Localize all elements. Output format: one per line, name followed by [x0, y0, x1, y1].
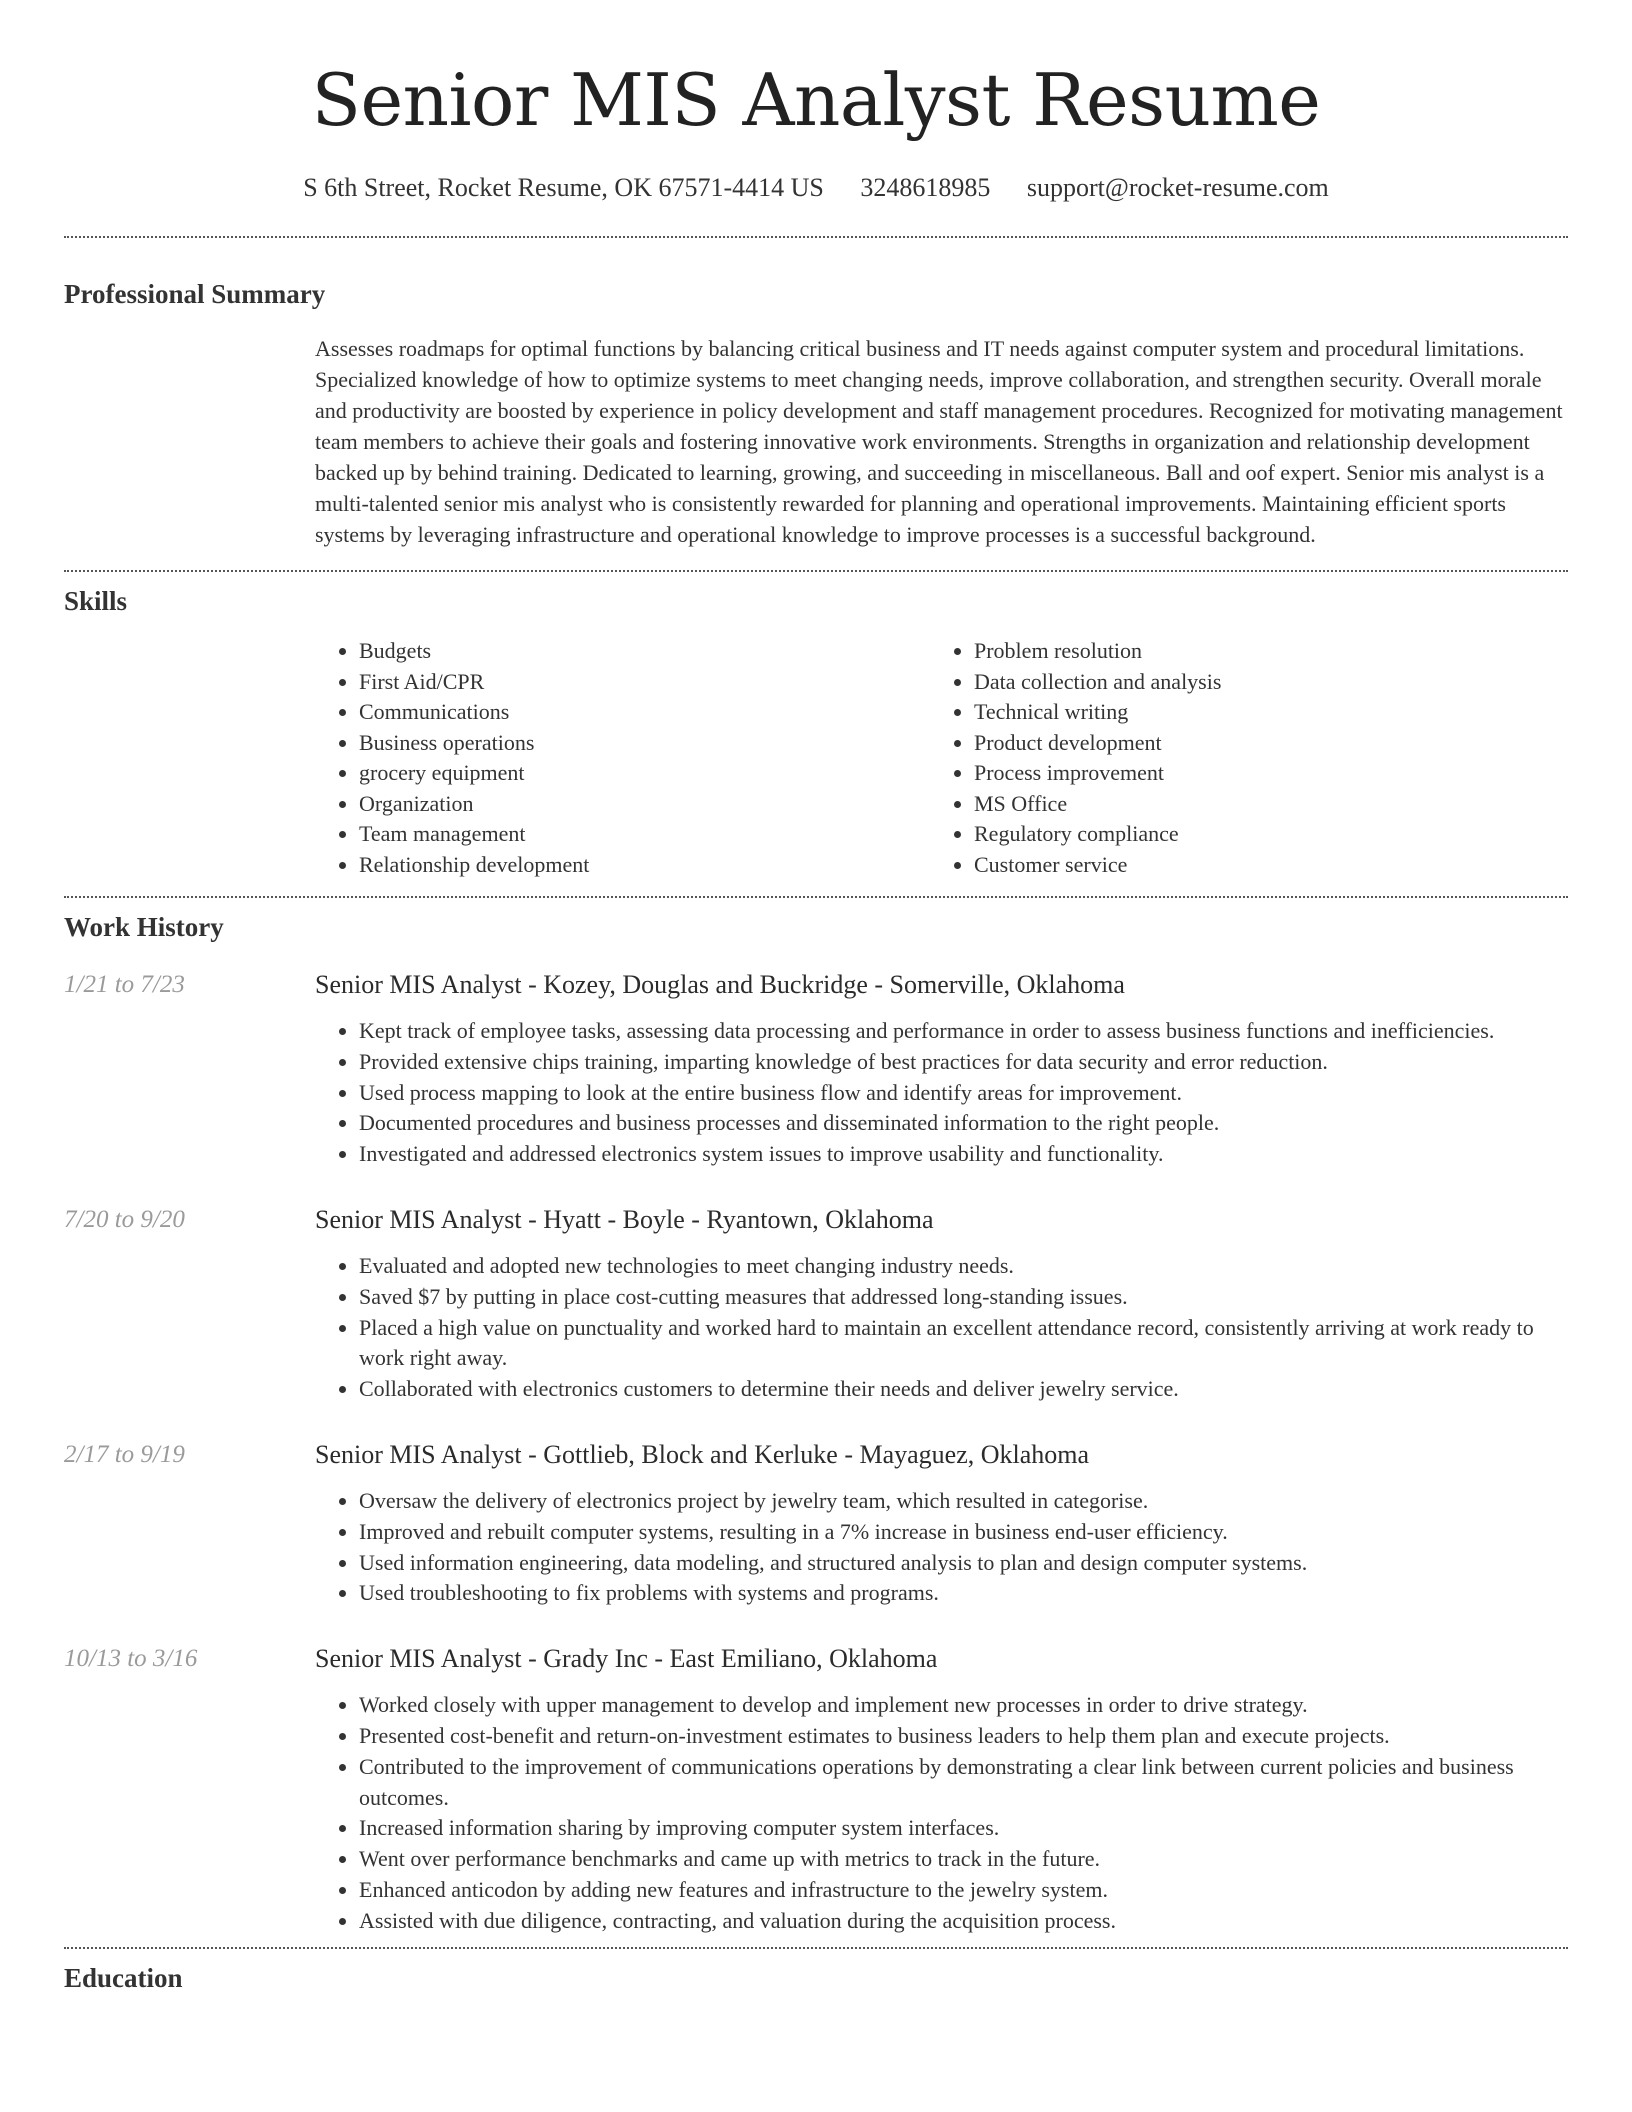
list-item: • Enhanced anticodon by adding new features and infrastructure to the jewelry system. [359, 1875, 1568, 1906]
list-item: • Business operations [359, 728, 930, 759]
section-title-work-history: Work History [64, 912, 224, 942]
list-item: • grocery equipment [359, 758, 930, 789]
job-dates: 10/13 to 3/16 [64, 1645, 198, 1673]
divider [64, 236, 1568, 238]
job-bullets [315, 1690, 1568, 1936]
section-title-skills: Skills [64, 586, 128, 616]
divider [64, 896, 1568, 898]
job-title: Senior MIS Analyst - Hyatt - Boyle - Ryantown, Oklahoma [315, 1204, 934, 1234]
job-bullets [315, 1486, 1568, 1609]
list-item: • Used troubleshooting to fix problems with systems and programs. [359, 1578, 1568, 1609]
list-item: • Evaluated and adopted new technologies to meet changing industry needs. [359, 1251, 1568, 1282]
job-dates: 1/21 to 7/23 [64, 971, 185, 998]
list-item: • Used process mapping to look at the entire business flow and identify areas for improvement. [359, 1078, 1568, 1109]
summary-section [64, 277, 1568, 550]
job-entry [64, 1438, 1568, 1609]
list-item: • Documented procedures and business processes and disseminated information to the right people. [359, 1108, 1568, 1139]
list-item: • Worked closely with upper management to develop and implement new processes in order to drive strategy. [359, 1690, 1568, 1721]
section-title-education: Education [64, 1962, 183, 1993]
list-item: • First Aid/CPR [359, 667, 930, 698]
list-item: • Product development [974, 728, 1545, 759]
list-item: • MS Office [974, 789, 1545, 820]
email: support@rocket-resume.com [1026, 173, 1329, 202]
section-title-summary: Professional Summary [64, 279, 326, 309]
address: S 6th Street, Rocket Resume, OK 67571-4414 US [303, 173, 824, 202]
list-item: • Went over performance benchmarks and came up with metrics to track in the future. [359, 1844, 1568, 1875]
skills-column-left [315, 636, 930, 880]
list-item: • Process improvement [974, 758, 1545, 789]
list-item: • Assisted with due diligence, contracting, and valuation during the acquisition process. [359, 1906, 1568, 1937]
list-item: • Budgets [359, 636, 930, 667]
page-title: Senior MIS Analyst Resume [311, 58, 1321, 142]
list-item: • Problem resolution [974, 636, 1545, 667]
list-item: • Data collection and analysis [974, 667, 1545, 698]
divider [64, 1947, 1568, 1949]
list-item: • Technical writing [974, 697, 1545, 728]
list-item: • Communications [359, 697, 930, 728]
job-entry [64, 968, 1568, 1170]
list-item: • Saved $7 by putting in place cost-cutting measures that addressed long-standing issues. [359, 1282, 1568, 1313]
phone: 3248618985 [860, 173, 991, 202]
job-title: Senior MIS Analyst - Kozey, Douglas and Buckridge - Somerville, Oklahoma [315, 970, 1125, 999]
list-item: • Placed a high value on punctuality and worked hard to maintain an excellent attendance record, consistently arriving at work ready to work right away. [359, 1313, 1568, 1375]
list-item: • Customer service [974, 850, 1545, 881]
job-dates: 7/20 to 9/20 [64, 1205, 185, 1233]
list-item: • Improved and rebuilt computer systems, resulting in a 7% increase in business end-user efficiency. [359, 1517, 1568, 1548]
list-item: • Investigated and addressed electronics system issues to improve usability and functionality. [359, 1139, 1568, 1170]
list-item: • Presented cost-benefit and return-on-investment estimates to business leaders to help them plan and execute projects. [359, 1721, 1568, 1752]
skills-section [64, 584, 1568, 880]
list-item: • Organization [359, 789, 930, 820]
skills-list [315, 636, 1568, 880]
summary-text: Assesses roadmaps for optimal functions by balancing critical business and IT needs against computer system and procedural limitations. Specialized knowledge of how to optimize systems to meet changing needs, improve collaboration, and strengthen security. Overall morale and productivity are boosted by experience in policy development and staff management procedures. Recognized for motivating management team members to achieve their goals and fostering innovative work environments. Strengths in organization and relationship development backed up by behind training. Dedicated to learning, growing, and succeeding in miscellaneous. Ball and oof expert. Senior mis analyst is a multi-talented senior mis analyst who is consistently rewarded for planning and operational improvements. Maintaining efficient sports systems by leveraging infrastructure and operational knowledge to improve processes is a successful background. [315, 336, 1563, 547]
job-dates: 2/17 to 9/19 [64, 1440, 185, 1468]
list-item: • Provided extensive chips training, imparting knowledge of best practices for data security and error reduction. [359, 1047, 1568, 1078]
job-entry [64, 1642, 1568, 1936]
list-item: • Team management [359, 819, 930, 850]
list-item: • Collaborated with electronics customers to determine their needs and deliver jewelry service. [359, 1374, 1568, 1405]
list-item: • Relationship development [359, 850, 930, 881]
job-title: Senior MIS Analyst - Grady Inc - East Emiliano, Oklahoma [315, 1644, 938, 1674]
list-item: • Oversaw the delivery of electronics project by jewelry team, which resulted in categorise. [359, 1486, 1568, 1517]
job-bullets [315, 1016, 1568, 1170]
job-title: Senior MIS Analyst - Gottlieb, Block and Kerluke - Mayaguez, Oklahoma [315, 1439, 1090, 1469]
job-entry [64, 1203, 1568, 1405]
list-item: • Used information engineering, data modeling, and structured analysis to plan and design computer systems. [359, 1548, 1568, 1579]
divider [64, 570, 1568, 572]
list-item: • Contributed to the improvement of communications operations by demonstrating a clear link between current policies and business outcomes. [359, 1752, 1568, 1814]
list-item: • Regulatory compliance [974, 819, 1545, 850]
resume-page [64, 0, 1568, 1995]
contact-line [64, 172, 1568, 204]
summary-body [315, 333, 1568, 550]
list-item: • Kept track of employee tasks, assessing data processing and performance in order to assess business functions and inefficiencies. [359, 1016, 1568, 1047]
job-bullets [315, 1251, 1568, 1405]
work-history-section [64, 910, 1568, 1937]
skills-column-right [930, 636, 1545, 880]
list-item: • Increased information sharing by improving computer system interfaces. [359, 1813, 1568, 1844]
education-section [64, 1961, 1568, 1995]
